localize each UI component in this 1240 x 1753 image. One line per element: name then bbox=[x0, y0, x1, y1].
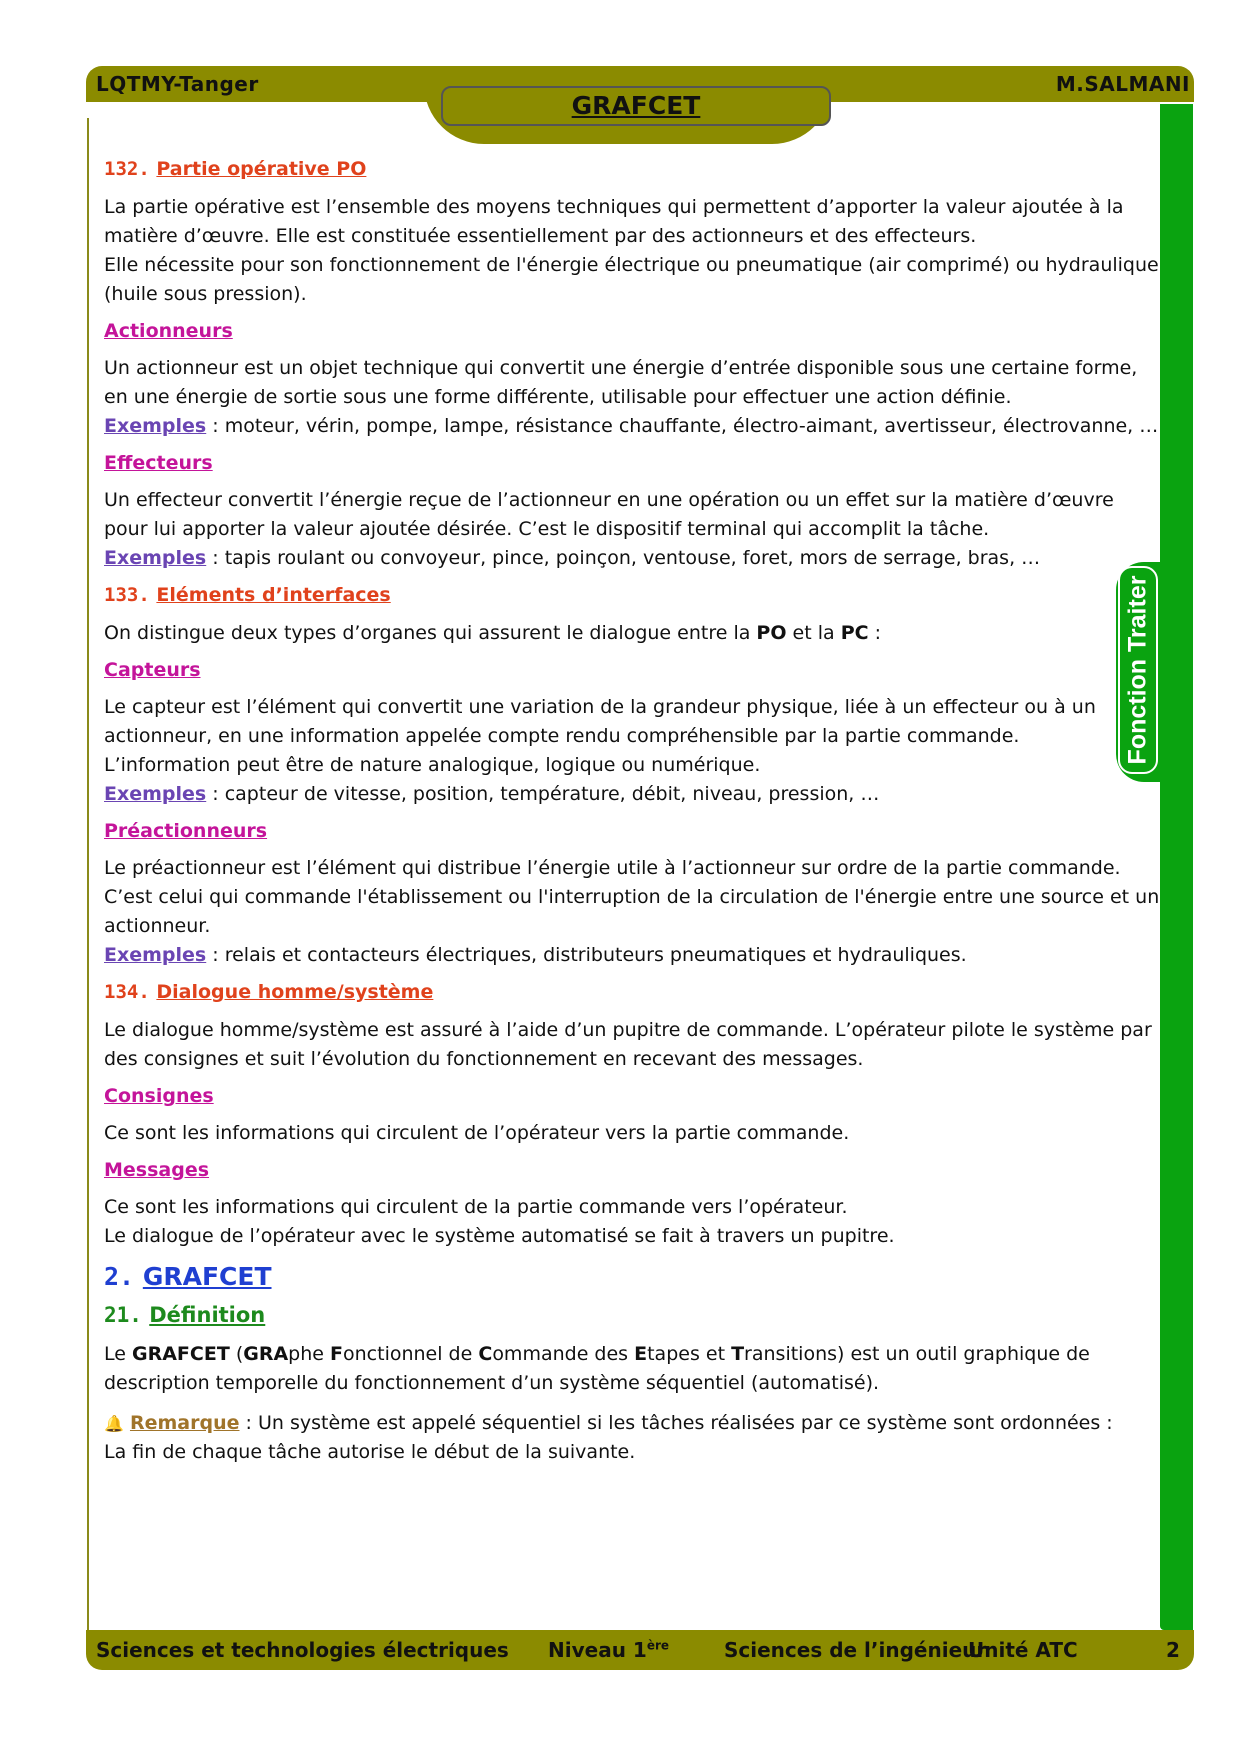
footer-subject: Sciences de l’ingénieur bbox=[724, 1638, 987, 1662]
section-number: 134. bbox=[104, 981, 150, 1003]
section-title: Définition bbox=[149, 1303, 266, 1327]
def-text: tapes et bbox=[647, 1343, 732, 1365]
interfaces-paragraph bbox=[104, 619, 1160, 648]
effecteurs-examples: : tapis roulant ou convoyeur, pince, poinçon, ventouse, foret, mors de serrage, bras, … bbox=[206, 547, 1041, 569]
capteurs-heading: Capteurs bbox=[104, 659, 201, 681]
section-title: Partie opérative PO bbox=[156, 158, 367, 180]
side-band bbox=[1160, 104, 1193, 1630]
dialogue-paragraph: Le dialogue homme/système est assuré à l’aide d’un pupitre de commande. L’opérateur pilote le système par des consignes et suit l’évolution du fonctionnement en recevant des messages. bbox=[104, 1019, 1152, 1070]
def-text: ( bbox=[229, 1343, 244, 1365]
remarque-paragraph bbox=[104, 1409, 1160, 1467]
def-text: phe bbox=[288, 1343, 331, 1365]
section-number: 21. bbox=[104, 1303, 142, 1327]
page-title: GRAFCET bbox=[571, 91, 701, 120]
examples-label: Exemples bbox=[104, 783, 207, 805]
footer-level-sup: ère bbox=[646, 1638, 670, 1653]
consignes-paragraph: Ce sont les informations qui circulent de l’opérateur vers la partie commande. bbox=[104, 1122, 850, 1144]
interfaces-text-b: et la bbox=[786, 622, 841, 644]
messages-heading: Messages bbox=[104, 1159, 210, 1181]
section-21-heading bbox=[104, 1303, 1160, 1327]
preactionneurs-examples: : relais et contacteurs électriques, distributeurs pneumatiques et hydrauliques. bbox=[206, 944, 967, 966]
examples-label: Exemples bbox=[104, 547, 207, 569]
remarque-text-2: La fin de chaque tâche autorise le début de la suivante. bbox=[104, 1441, 636, 1463]
section-title: Dialogue homme/système bbox=[156, 981, 434, 1003]
po-text-1: La partie opérative est l’ensemble des moyens techniques qui permettent d’apporter la valeur ajoutée à la matière d’œuvre. Elle est constituée essentiellement par des actionneurs et des effecteurs. bbox=[104, 196, 1124, 247]
messages-text: Ce sont les informations qui circulent de la partie commande vers l’opérateur. bbox=[104, 1196, 848, 1218]
side-tab-label: Fonction Traiter bbox=[1123, 575, 1152, 765]
remarque-text: : Un système est appelé séquentiel si les tâches réalisées par ce système sont ordonnées : bbox=[239, 1412, 1113, 1434]
footer-level-text: Niveau 1 bbox=[548, 1638, 647, 1662]
section-title: GRAFCET bbox=[142, 1262, 272, 1291]
po-text-2: Elle nécessite pour son fonctionnement de l'énergie électrique ou pneumatique (air comprimé) ou hydraulique (huile sous pression). bbox=[104, 254, 1159, 305]
def-text: ransitions) est un outil graphique de description temporelle du fonctionnement d’un système séquentiel (automatisé). bbox=[104, 1343, 1090, 1394]
interfaces-text-c: : bbox=[868, 622, 882, 644]
page-content bbox=[104, 158, 1160, 1478]
footer-field: Sciences et technologies électriques bbox=[96, 1638, 509, 1662]
def-text: Le bbox=[104, 1343, 132, 1365]
section-2-heading bbox=[104, 1262, 1160, 1291]
preactionneurs-paragraph bbox=[104, 854, 1160, 970]
def-text: onctionnel de bbox=[343, 1343, 479, 1365]
capteurs-examples: : capteur de vitesse, position, température, débit, niveau, pression, … bbox=[206, 783, 880, 805]
section-134-heading bbox=[104, 981, 1160, 1003]
section-number: 132. bbox=[104, 158, 150, 180]
effecteurs-heading: Effecteurs bbox=[104, 452, 213, 474]
remarque-label: Remarque bbox=[129, 1412, 240, 1434]
footer-unit: Unité ATC bbox=[968, 1638, 1078, 1662]
po-abbrev: PO bbox=[756, 622, 787, 644]
header-title-box bbox=[441, 86, 831, 126]
def-bold: E bbox=[634, 1343, 648, 1365]
interfaces-text-a: On distingue deux types d’organes qui assurent le dialogue entre la bbox=[104, 622, 757, 644]
messages-text-2: Le dialogue de l’opérateur avec le système automatisé se fait à travers un pupitre. bbox=[104, 1225, 895, 1247]
po-paragraph bbox=[104, 193, 1160, 309]
capteurs-paragraph bbox=[104, 693, 1160, 809]
footer-bar bbox=[86, 1630, 1194, 1670]
actionneurs-paragraph bbox=[104, 354, 1160, 441]
consignes-heading: Consignes bbox=[104, 1085, 214, 1107]
footer-level bbox=[548, 1638, 669, 1662]
page-number: 2 bbox=[1166, 1638, 1180, 1662]
preactionneurs-text-2: C’est celui qui commande l'établissement ou l'interruption de la circulation de l'énergie entre une source et un actionneur. bbox=[104, 886, 1160, 937]
section-title: Eléments d’interfaces bbox=[156, 584, 391, 606]
effecteurs-text: Un effecteur convertit l’énergie reçue de l’actionneur en une opération ou un effet sur la matière d’œuvre pour lui apporter la valeur ajoutée désirée. C’est le dispositif terminal qui accomplit la tâche. bbox=[104, 489, 1114, 540]
preactionneurs-text: Le préactionneur est l’élément qui distribue l’énergie utile à l’actionneur sur ordre de la partie commande. bbox=[104, 857, 1121, 879]
capteurs-text-2: L’information peut être de nature analogique, logique ou numérique. bbox=[104, 754, 761, 776]
header-school: LQTMY-Tanger bbox=[96, 72, 259, 96]
capteurs-text: Le capteur est l’élément qui convertit une variation de la grandeur physique, liée à un effecteur ou à un actionneur, en une information appelée compte rendu compréhensible par la partie commande. bbox=[104, 696, 1096, 747]
effecteurs-paragraph bbox=[104, 486, 1160, 573]
page-frame-left bbox=[87, 118, 89, 1630]
def-bold: GRAFCET bbox=[131, 1343, 230, 1365]
pc-abbrev: PC bbox=[840, 622, 869, 644]
actionneurs-text: Un actionneur est un objet technique qui convertit une énergie d’entrée disponible sous une certaine forme, en une énergie de sortie sous une forme différente, utilisable pour effectuer une action définie. bbox=[104, 357, 1138, 408]
bell-icon: 🔔 bbox=[104, 1414, 124, 1433]
def-bold: F bbox=[330, 1343, 343, 1365]
section-number: 133. bbox=[104, 584, 150, 606]
examples-label: Exemples bbox=[104, 415, 207, 437]
header-author: M.SALMANI bbox=[1055, 72, 1190, 96]
messages-paragraph bbox=[104, 1193, 1160, 1251]
def-text: ommande des bbox=[492, 1343, 635, 1365]
examples-label: Exemples bbox=[104, 944, 207, 966]
section-number: 2. bbox=[104, 1262, 135, 1291]
definition-paragraph bbox=[104, 1340, 1160, 1398]
def-bold: T bbox=[731, 1343, 745, 1365]
actionneurs-examples: : moteur, vérin, pompe, lampe, résistance chauffante, électro-aimant, avertisseur, électrovanne, … bbox=[206, 415, 1159, 437]
def-bold: C bbox=[478, 1343, 493, 1365]
actionneurs-heading: Actionneurs bbox=[104, 320, 233, 342]
preactionneurs-heading: Préactionneurs bbox=[104, 820, 268, 842]
def-bold: GRA bbox=[243, 1343, 289, 1365]
section-132-heading bbox=[104, 158, 1160, 180]
section-133-heading bbox=[104, 584, 1160, 606]
